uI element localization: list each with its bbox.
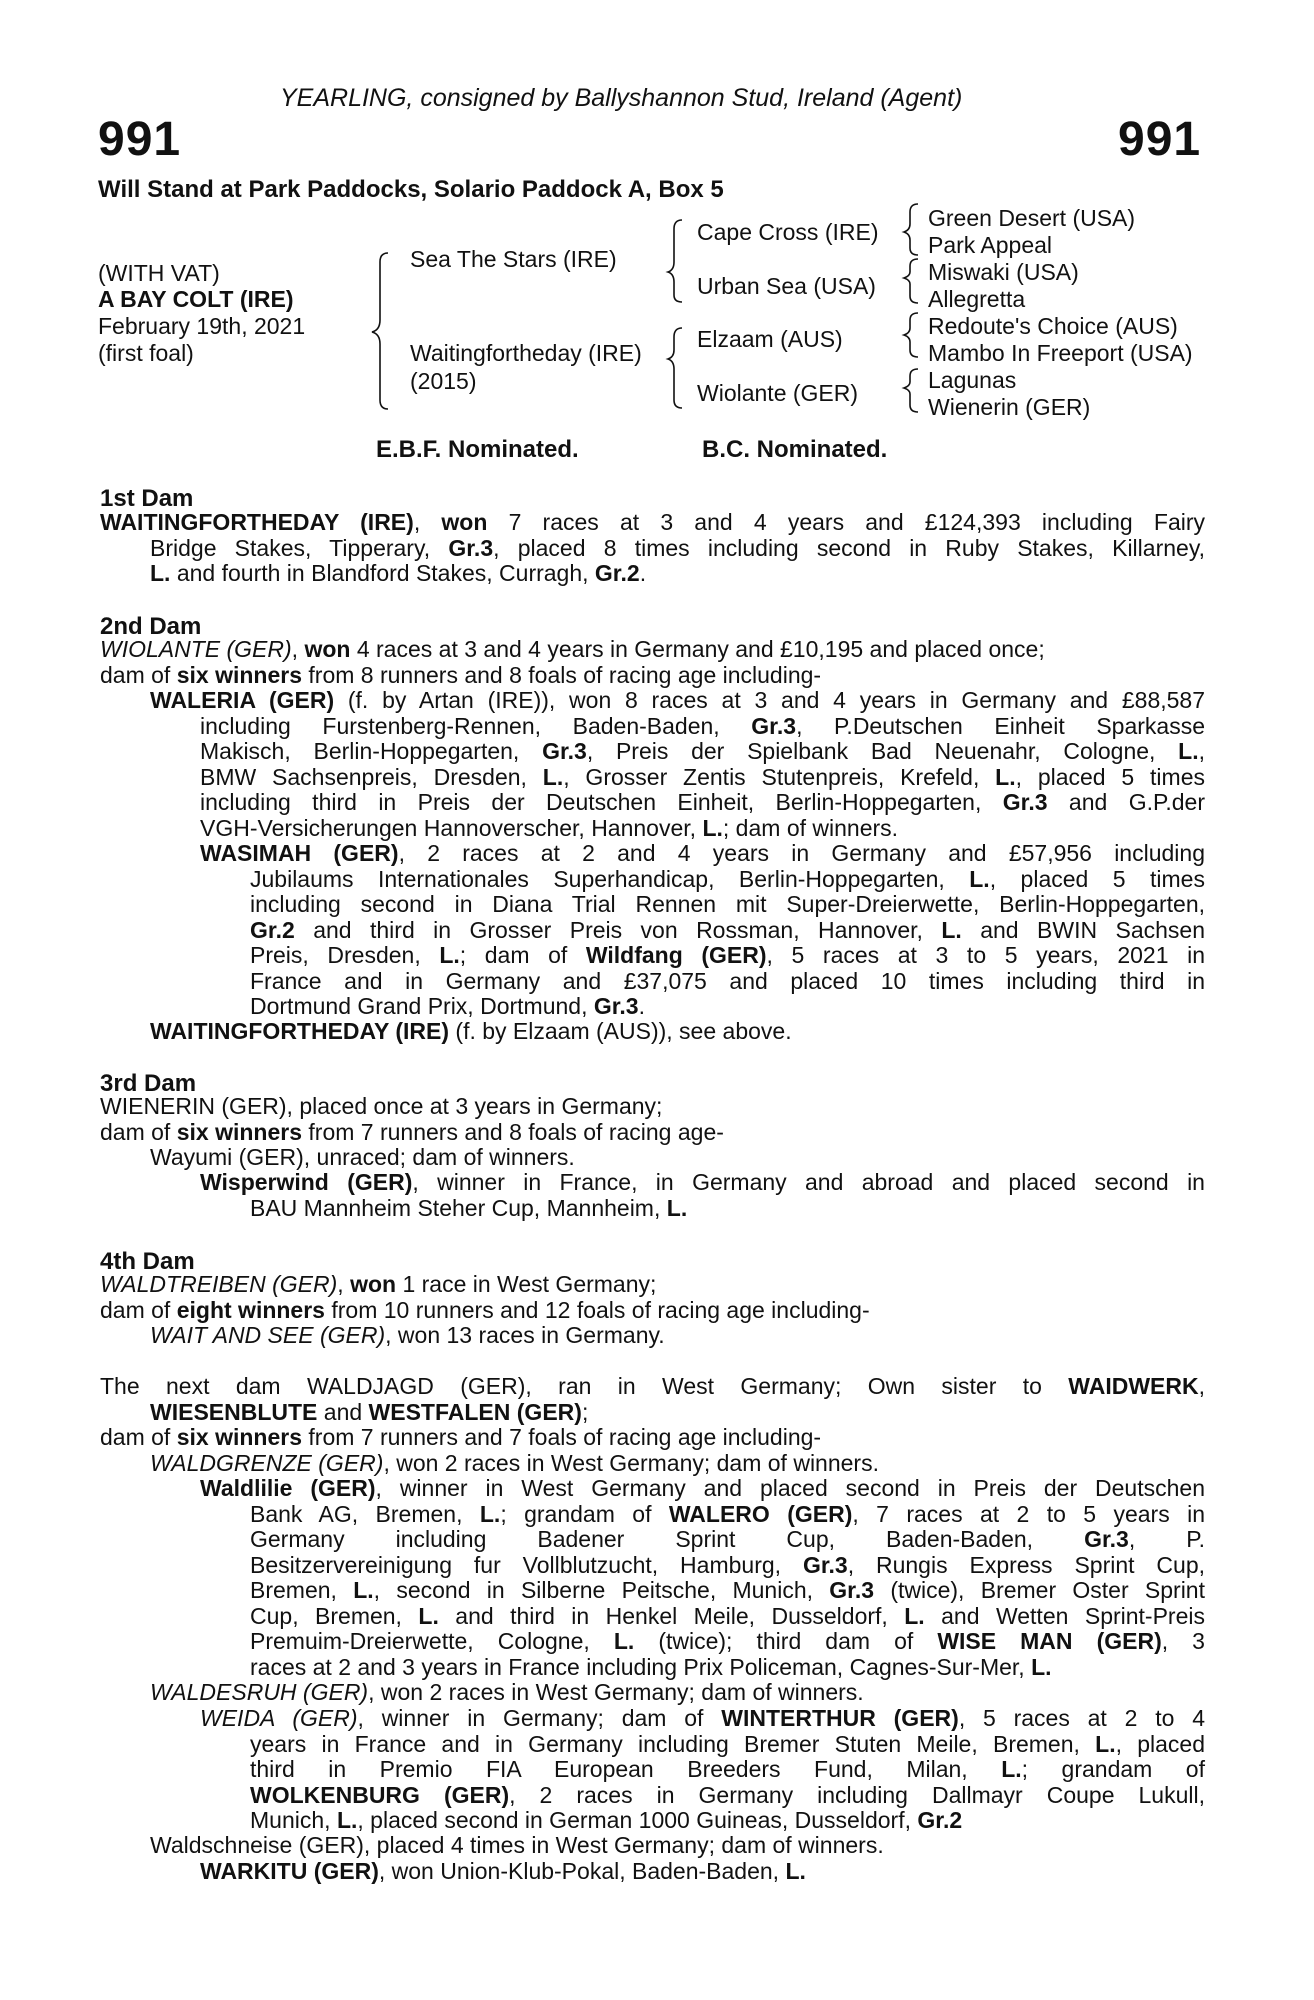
- text-line: WAITINGFORTHEDAY (IRE), won 7 races at 3 and 4 years and £124,393 including Fairy: [100, 509, 1205, 535]
- text-line: including Furstenberg-Rennen, Baden-Baden, Gr.3, P.Deutschen Einheit Sparkasse: [200, 712, 1205, 739]
- sire-name: Sea The Stars (IRE): [410, 246, 617, 272]
- gg-8: Wienerin (GER): [928, 394, 1091, 420]
- text-line: Makisch, Berlin-Hoppegarten, Gr.3, Preis der Spielbank Bad Neuenahr, Cologne, L.,: [200, 738, 1205, 764]
- text-line: WOLKENBURG (GER), 2 races in Germany including Dallmayr Coupe Lukull,: [250, 1781, 1206, 1808]
- text-line: WIOLANTE (GER), won 4 races at 3 and 4 years in Germany and £10,195 and placed once;: [100, 636, 1045, 662]
- text-line: France and in Germany and £37,075 and placed 10 times including third in: [250, 967, 1205, 994]
- text-line: WALDGRENZE (GER), won 2 races in West Germany; dam of winners.: [150, 1449, 879, 1476]
- text-line: Wisperwind (GER), winner in France, in Germany and abroad and placed second in: [200, 1169, 1205, 1195]
- text-line: WAIT AND SEE (GER), won 13 races in Germany.: [150, 1322, 665, 1348]
- text-line: WEIDA (GER), winner in Germany; dam of WINTERTHUR (GER), 5 races at 2 to 4: [200, 1705, 1205, 1731]
- bc-nomination: B.C. Nominated.: [702, 436, 888, 463]
- text-line: Waldschneise (GER), placed 4 times in West Germany; dam of winners.: [150, 1832, 884, 1858]
- wisperwind-entry: [200, 1170, 1205, 1221]
- horse-foal-note: (first foal): [98, 340, 194, 366]
- waleria-entry: [150, 688, 1205, 841]
- gg-2: Park Appeal: [928, 232, 1053, 258]
- stand-location: Will Stand at Park Paddocks, Solario Paddock A, Box 5: [98, 176, 724, 203]
- dam-year: (2015): [410, 368, 477, 394]
- third-dam-paragraph: [100, 1094, 1205, 1171]
- text-line: Bremen, L., second in Silberne Peitsche, Munich, Gr.3 (twice), Bremer Oster Sprint: [250, 1577, 1205, 1603]
- gg-1: Green Desert (USA): [928, 205, 1136, 231]
- text-line: BAU Mannheim Steher Cup, Mannheim, L.: [250, 1194, 688, 1221]
- vat-note: (WITH VAT): [98, 260, 220, 286]
- first-dam-heading: 1st Dam: [100, 485, 194, 512]
- sire-dam: Urban Sea (USA): [697, 273, 876, 299]
- text-line: Gr.2 and third in Grosser Preis von Rossman, Hannover, L. and BWIN Sachsen: [250, 916, 1206, 943]
- consignor-line: YEARLING, consigned by Ballyshannon Stud, Ireland (Agent): [280, 84, 963, 112]
- text-line: dam of six winners from 8 runners and 8 foals of racing age including-: [100, 661, 822, 688]
- gg-3: Miswaki (USA): [928, 259, 1079, 285]
- text-line: including second in Diana Trial Rennen mit Super-Dreierwette, Berlin-Hoppegarten,: [250, 891, 1205, 917]
- text-line: WIENERIN (GER), placed once at 3 years in Germany;: [100, 1093, 663, 1119]
- text-line: dam of six winners from 7 runners and 7 foals of racing age including-: [100, 1424, 822, 1450]
- lot-number-left: 991: [98, 113, 182, 166]
- text-line: WASIMAH (GER), 2 races at 2 and 4 years in Germany and £57,956 including: [200, 840, 1205, 866]
- text-line: WALERIA (GER) (f. by Artan (IRE)), won 8 races at 3 and 4 years in Germany and £88,587: [150, 687, 1205, 713]
- text-line: Cup, Bremen, L. and third in Henkel Meile, Dusseldorf, L. and Wetten Sprint-Preis: [250, 1602, 1205, 1629]
- fourth-dam-heading: 4th Dam: [100, 1248, 195, 1275]
- wasimah-entry: [200, 841, 1205, 1020]
- lot-number-right: 991: [1118, 113, 1202, 166]
- third-dam-heading: 3rd Dam: [100, 1070, 197, 1097]
- text-line: Munich, L., placed second in German 1000 Guineas, Dusseldorf, Gr.2: [250, 1807, 963, 1833]
- waldschneise-entry: [150, 1833, 1205, 1884]
- text-line: races at 2 and 3 years in France including Prix Policeman, Cagnes-Sur-Mer, L.: [250, 1653, 1052, 1680]
- text-line: dam of six winners from 7 runners and 8 foals of racing age-: [100, 1118, 724, 1145]
- gg-4: Allegretta: [928, 286, 1026, 312]
- ebf-nomination: E.B.F. Nominated.: [376, 436, 579, 463]
- text-line: Besitzervereinigung fur Vollblutzucht, Hamburg, Gr.3, Rungis Express Sprint Cup,: [250, 1551, 1206, 1578]
- horse-dob: February 19th, 2021: [98, 313, 306, 339]
- text-line: L. and fourth in Blandford Stakes, Curragh, Gr.2.: [150, 560, 647, 586]
- text-line: third in Premio FIA European Breeders Fund, Milan, L.; grandam of: [250, 1756, 1205, 1782]
- text-line: Jubilaums Internationales Superhandicap, Berlin-Hoppegarten, L., placed 5 times: [250, 865, 1205, 892]
- horse-name: A BAY COLT (IRE): [98, 286, 294, 312]
- text-line: Wayumi (GER), unraced; dam of winners.: [150, 1144, 575, 1170]
- waitingfortheday-reference: [150, 1019, 1205, 1045]
- text-line: BMW Sachsenpreis, Dresden, L., Grosser Zentis Stutenpreis, Krefeld, L., placed 5 times: [200, 763, 1205, 790]
- text-line: Premuim-Dreierwette, Cologne, L. (twice); third dam of WISE MAN (GER), 3: [250, 1628, 1205, 1654]
- gg-6: Mambo In Freeport (USA): [928, 340, 1193, 366]
- waldesruh-entry: [150, 1680, 1205, 1706]
- dam-name: Waitingfortheday (IRE): [410, 340, 642, 366]
- dam-dam: Wiolante (GER): [697, 380, 859, 406]
- text-line: VGH-Versicherungen Hannoverscher, Hannover, L.; dam of winners.: [200, 814, 899, 841]
- sire-sire: Cape Cross (IRE): [697, 219, 879, 245]
- gg-7: Lagunas: [928, 367, 1017, 393]
- text-line: WIESENBLUTE and WESTFALEN (GER);: [150, 1398, 589, 1425]
- first-dam-paragraph: [100, 510, 1205, 587]
- gg-5: Redoute's Choice (AUS): [928, 313, 1178, 339]
- next-dam-paragraph: [100, 1374, 1205, 1476]
- text-line: years in France and in Germany including Bremer Stuten Meile, Bremen, L., placed: [250, 1730, 1205, 1757]
- text-line: Dortmund Grand Prix, Dortmund, Gr.3.: [250, 993, 645, 1019]
- text-line: WALDTREIBEN (GER), won 1 race in West Germany;: [100, 1271, 657, 1297]
- text-line: Waldlilie (GER), winner in West Germany and placed second in Preis der Deutschen: [200, 1475, 1205, 1501]
- text-line: WALDESRUH (GER), won 2 races in West Germany; dam of winners.: [150, 1679, 864, 1705]
- second-dam-heading: 2nd Dam: [100, 613, 202, 640]
- text-line: Germany including Badener Sprint Cup, Baden-Baden, Gr.3, P.: [250, 1526, 1206, 1552]
- second-dam-paragraph: [100, 637, 1205, 688]
- waldlilie-entry: [200, 1476, 1205, 1680]
- dam-sire: Elzaam (AUS): [697, 326, 843, 352]
- text-line: Bridge Stakes, Tipperary, Gr.3, placed 8 times including second in Ruby Stakes, Killarney,: [150, 534, 1205, 561]
- text-line: WAITINGFORTHEDAY (IRE) (f. by Elzaam (AUS)), see above.: [150, 1018, 792, 1044]
- text-line: including third in Preis der Deutschen Einheit, Berlin-Hoppegarten, Gr.3 and G.P.der: [200, 789, 1205, 815]
- text-line: Bank AG, Bremen, L.; grandam of WALERO (GER), 7 races at 2 to 5 years in: [250, 1500, 1205, 1527]
- text-line: The next dam WALDJAGD (GER), ran in West Germany; Own sister to WAIDWERK,: [100, 1373, 1205, 1399]
- text-line: WARKITU (GER), won Union-Klub-Pokal, Baden-Baden, L.: [200, 1857, 806, 1884]
- weida-entry: [200, 1706, 1205, 1834]
- text-line: Preis, Dresden, L.; dam of Wildfang (GER), 5 races at 3 to 5 years, 2021 in: [250, 942, 1206, 968]
- text-line: dam of eight winners from 10 runners and 12 foals of racing age including-: [100, 1296, 870, 1323]
- fourth-dam-paragraph: [100, 1272, 1205, 1349]
